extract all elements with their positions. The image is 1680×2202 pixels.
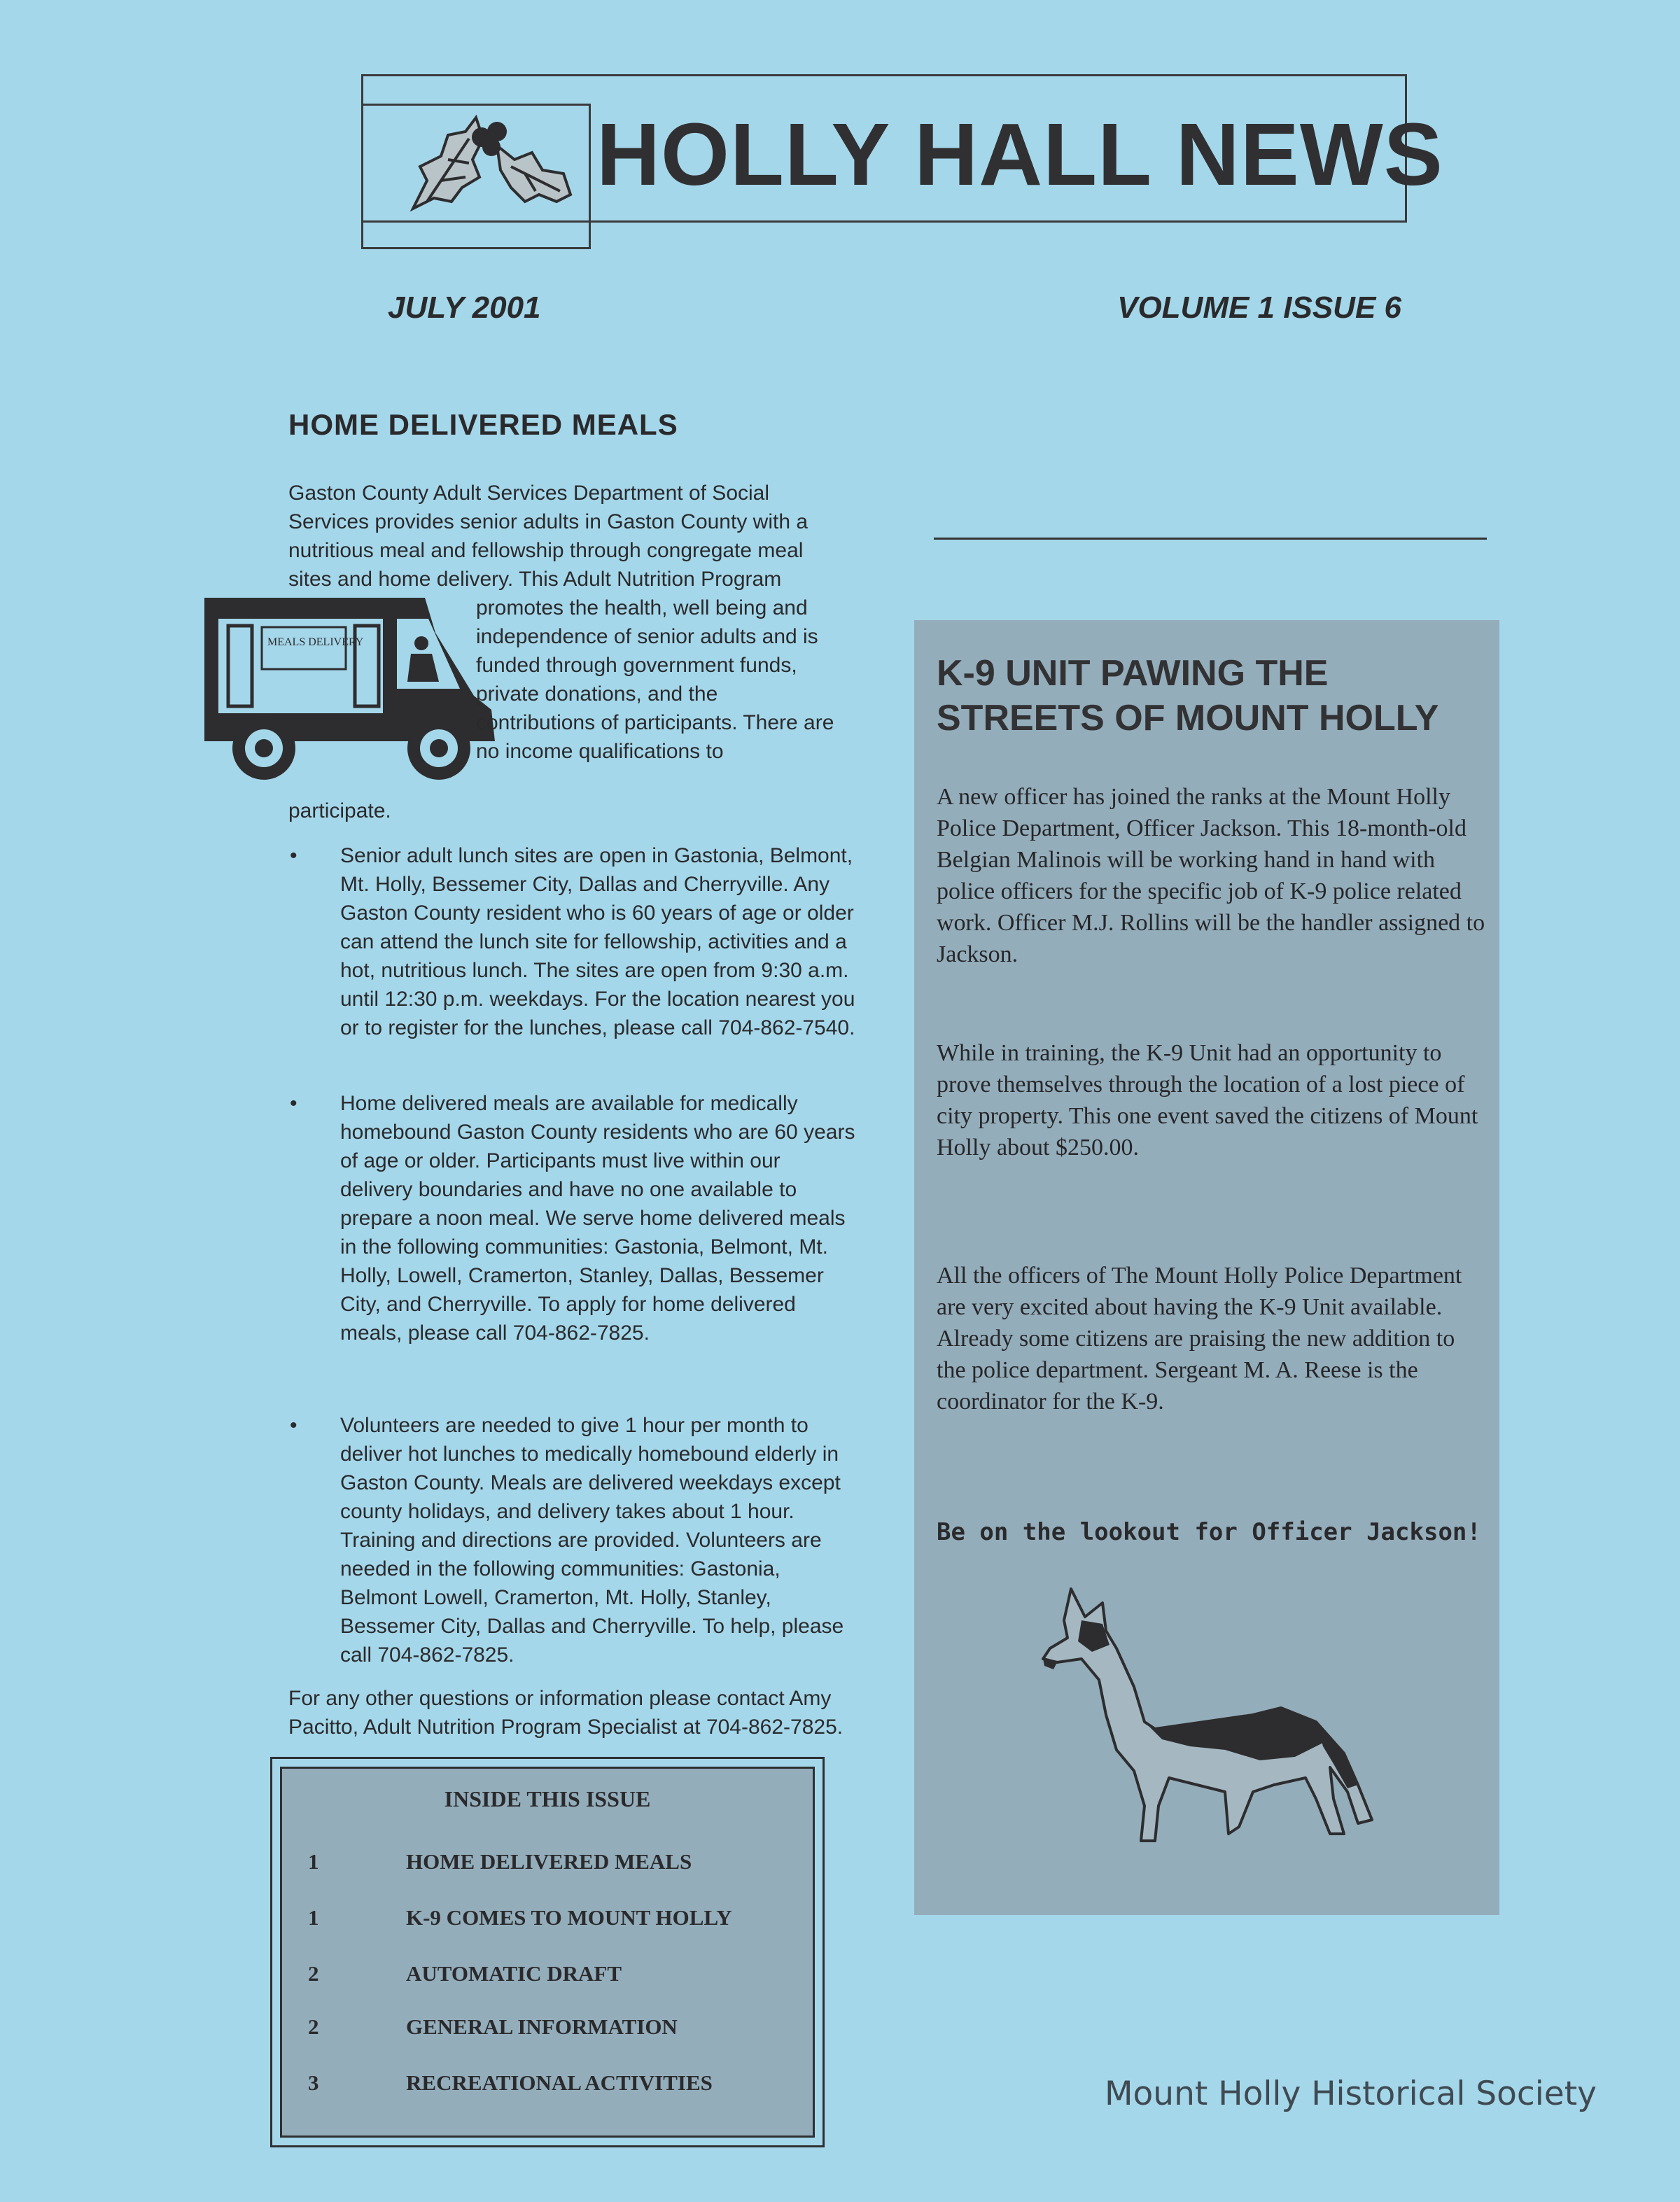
inside-issue-title: INSIDE THIS ISSUE — [444, 1786, 651, 1811]
k9-paragraph: A new officer has joined the ranks at the Mount Holly Police Department, Officer Jackson. This 18-month-old Belgian Malinois will be working hand in hand with police officers for the specific job of K-9 police related work. Officer M.J. Rollins will be the handler assigned to Jackson. — [937, 784, 1485, 967]
toc-page-number: 3 — [308, 2070, 319, 2095]
toc-item: AUTOMATIC DRAFT — [406, 1961, 622, 1986]
meals-intro-top: Gaston County Adult Services Department of Social Services provides senior adults in Gaston County with a nutritious meal and fellowship through congregate meal sites and home delivery. This Adult Nutrition Program — [288, 482, 808, 591]
truck-sign-text: MEALS DELIVERY — [267, 636, 364, 648]
meals-intro-side: promotes the health, well being and independence of senior adults and is funded through government funds, private donations, and the contributions of participants. There are no income qualifications to — [476, 596, 834, 763]
meals-bullet-volunteers: Volunteers are needed to give 1 hour per month to deliver hot lunches to medically homebound elderly in Gaston County. Meals are delivered weekdays except county holidays, and delivery takes about 1 hour. Training and directions are provided. Volunteers are needed in the following communities: Gastonia, Belmont Lowell, Cramerton, Mt. Holly, Stanley, Bessemer City, Dallas and Cherryville. To help, please call 704-862-7825. — [340, 1414, 844, 1667]
issue-volume: VOLUME 1 ISSUE 6 — [1117, 290, 1401, 325]
toc-item: HOME DELIVERED MEALS — [406, 1849, 692, 1874]
bullet-marker: • — [290, 844, 298, 867]
k9-lookout-line: Be on the lookout for Officer Jackson! — [937, 1518, 1481, 1546]
column-divider-rule — [934, 538, 1487, 540]
meals-intro-tail: participate. — [288, 799, 391, 822]
meals-bullet-home-delivery: Home delivered meals are available for medically homebound Gaston County residents who are 60 years of age or older. Participants must live within our delivery boundaries and have no one available to prepare a noon meal. We serve home delivered meals in the following communities: Gastonia, Belmont, Mt. Holly, Lowell, Cramerton, Stanley, Dallas, Bessemer City, and Cherryville. To apply for home delivered meals, please call 704-862-7825. — [340, 1092, 855, 1345]
k9-heading: K-9 UNIT PAWING THE STREETS OF MOUNT HOLLY — [937, 653, 1439, 738]
newsletter-title: HOLLY HALL NEWS — [596, 105, 1443, 204]
toc-page-number: 1 — [308, 1905, 319, 1930]
meals-contact: For any other questions or information please contact Amy Pacitto, Adult Nutrition Program Specialist at 704-862-7825. — [288, 1687, 844, 1739]
toc-page-number: 1 — [308, 1849, 319, 1874]
toc-item: RECREATIONAL ACTIVITIES — [406, 2070, 713, 2095]
toc-page-number: 2 — [308, 1961, 319, 1986]
k9-paragraph: All the officers of The Mount Holly Police Department are very excited about having the K-9 Unit available. Already some citizens are praising the new addition to the police department. Sergeant M. A. Reese is the coordinator for the K-9. — [937, 1263, 1462, 1415]
k9-paragraph: While in training, the K-9 Unit had an opportunity to prove themselves through the location of a lost piece of city property. This one event saved the citizens of Mount Holly about $250.00. — [937, 1040, 1478, 1160]
meals-bullet-lunch-sites: Senior adult lunch sites are open in Gastonia, Belmont, Mt. Holly, Bessemer City, Dallas and Cherryville. Any Gaston County resident who is 60 years of age or older can attend the lunch site for fellowship, activities and a hot, nutritious lunch. The sites are open from 9:30 a.m. until 12:30 p.m. weekdays. For the location nearest you or to register for the lunches, please call 704-862-7540. — [340, 844, 855, 1039]
archive-watermark: Mount Holly Historical Society — [1105, 2075, 1597, 2113]
toc-item: GENERAL INFORMATION — [406, 2014, 678, 2039]
toc-page-number: 2 — [308, 2014, 319, 2039]
bullet-marker: • — [290, 1092, 298, 1115]
meals-heading: HOME DELIVERED MEALS — [288, 408, 678, 441]
german-shepherd-dog-icon — [1029, 1582, 1393, 1862]
issue-date: JULY 2001 — [388, 290, 541, 325]
toc-item: K-9 COMES TO MOUNT HOLLY — [406, 1905, 732, 1930]
bullet-marker: • — [290, 1414, 298, 1437]
holly-leaves-icon — [399, 104, 588, 230]
